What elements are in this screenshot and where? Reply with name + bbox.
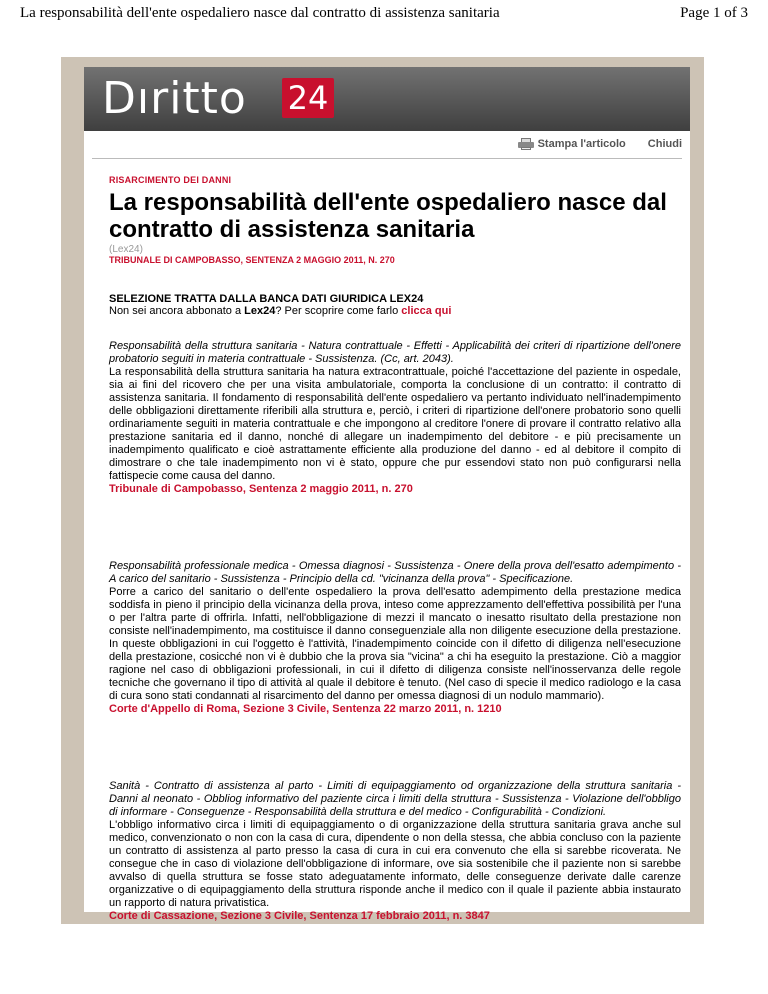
subscribe-text-mid: ? Per scoprire come farlo — [275, 305, 402, 317]
article-toolbar — [518, 136, 682, 152]
close-button[interactable]: Chiudi — [647, 138, 682, 150]
case-citation: Corte d'Appello di Roma, Sezione 3 Civile, Sentenza 22 marzo 2011, n. 1210 — [109, 703, 502, 715]
article-kicker: RISARCIMENTO DEI DANNI — [109, 175, 232, 185]
subscribe-line — [109, 305, 681, 317]
article-source: (Lex24) — [109, 244, 143, 255]
case-entry — [109, 560, 681, 716]
site-logo-badge: 24 — [282, 78, 334, 118]
site-banner — [84, 67, 690, 131]
article-title: La responsabilità dell'ente ospedaliero nasce dal contratto di assistenza sanitaria — [109, 189, 667, 243]
printer-icon[interactable] — [518, 138, 534, 150]
case-citation: Corte di Cassazione, Sezione 3 Civile, Sentenza 17 febbraio 2011, n. 3847 — [109, 910, 490, 922]
case-massima: Responsabilità professionale medica - Omessa diagnosi - Sussistenza - Onere della prova dell'esatto adempimento - A carico del sanitario - Sussistenza - Principio della cd. "vicinanza della prova" - Specificazione. — [109, 560, 681, 585]
article-container — [84, 131, 690, 922]
case-body: L'obbligo informativo circa i limiti di equipaggiamento o di organizzazione della struttura sanitaria grava anche sul medico, convenzionato o non con la casa di cura, dipendente o non della stessa, che abbia concluso con la paziente un contratto di assistenza al parto presso la casa di cura in cui era convenuto che ella si sarebbe ricoverata. Ne consegue che in caso di violazione dell'obbligazione di informare, ove sia sostenibile che il paziente non si sarebbe avvalso di quella struttura se fosse stato adeguatamente informato, delle conseguenze derivate dalle carenze organizzative o di equipaggiamento della struttura risponde anche il medico con il quale il paziente abbia instaurato un rapporto di natura privatistica. — [109, 819, 681, 909]
case-entry — [109, 340, 681, 496]
subscribe-text: Non sei ancora abbonato a — [109, 305, 245, 317]
print-header-page-number: Page 1 of 3 — [680, 5, 748, 21]
article-court-line: TRIBUNALE DI CAMPOBASSO, SENTENZA 2 MAGGIO 2011, N. 270 — [109, 255, 395, 265]
case-massima: Responsabilità della struttura sanitaria - Natura contrattuale - Effetti - Applicabilità dei criteri di ripartizione dell'onere probatorio seguiti in materia contrattuale - Sussistenza. (Cc, art. 2043). — [109, 340, 681, 365]
case-citation: Tribunale di Campobasso, Sentenza 2 maggio 2011, n. 270 — [109, 483, 413, 495]
subscribe-brand: Lex24 — [244, 305, 276, 317]
case-body: Porre a carico del sanitario o dell'ente ospedaliero la prova dell'esatto adempimento della prestazione medica soddisfa in pieno il principio della vicinanza della prova, inteso come apprezzamento dell'effettiva possibilità per l'una o per l'altra parte di offrirla. Infatti, nell'obbligazione di mezzi il mancato o inesatto risultato della prestazione non consiste nell'inadempimento, ma costituisce il danno conseguenziale alla non diligente esecuzione della prestazione. In queste obbligazioni in cui l'oggetto è l'attività, l'inadempimento coincide con il difetto di diligenza nell'esecuzione della prestazione, cosicché non vi è dubbio che la prova sia "vicina" a chi ha eseguito la prestazione. Ciò a maggior ragione nel caso di obbligazioni professionali, in cui il difetto di diligenza consiste nell'inosservanza delle regole tecniche che governano il tipo di attività al quale il debitore è tenuto. (Nel caso di specie il medico radiologo e la casa di cura sono stati condannati al risarcimento del danno per omessa diagnosi di un nodulo mammario). — [109, 586, 681, 702]
selection-title: SELEZIONE TRATTA DALLA BANCA DATI GIURIDICA LEX24 — [109, 293, 424, 305]
case-body: La responsabilità della struttura sanitaria ha natura extracontrattuale, poiché l'accettazione del paziente in ospedale, sia ai fini del ricovero che per una visita ambulatoriale, comporta la conclusione di un contratto: il contratto di assistenza sanitaria. Il fondamento di responsabilità dell'ente ospedaliero va pertanto individuato nell'inadempimento delle obbligazioni direttamente riferibili alla struttura e, perciò, i criteri di ripartizione dell'onere probatorio sono quelli ordinariamente seguiti in materia contrattuale e che impongono al creditore l'onere di provare il contratto relativo alla prestazione sanitaria ed il danno, nonché di allegare un inadempimento del debitore - e più precisamente un inadempimento qualificato e cioè astrattamente efficiente alla produzione del danno - ed al debitore il compito di dimostrare o che tale inadempimento non vi è stato, oppure che pur essendovi stato non può configurarsi nella fattispecie come causa del danno. — [109, 366, 681, 482]
print-article-button[interactable]: Stampa l'articolo — [537, 138, 626, 150]
case-entry — [109, 780, 681, 923]
print-header-title: La responsabilità dell'ente ospedaliero nasce dal contratto di assistenza sanitaria — [20, 5, 500, 21]
site-logo-text: Dıritto — [102, 73, 247, 124]
print-header — [0, 0, 768, 26]
toolbar-divider — [92, 158, 682, 159]
article-body — [109, 175, 681, 923]
subscribe-link[interactable]: clicca qui — [401, 305, 452, 317]
case-massima: Sanità - Contratto di assistenza al parto - Limiti di equipaggiamento od organizzazione della struttura sanitaria - Danni al neonato - Obbliog informativo del paziente circa i limiti della struttura - Sussistenza - Violazione dell'obbligo di informare - Conseguenze - Responsabilità della struttura e del medico - Configurabilità - Condizioni. — [109, 780, 681, 818]
